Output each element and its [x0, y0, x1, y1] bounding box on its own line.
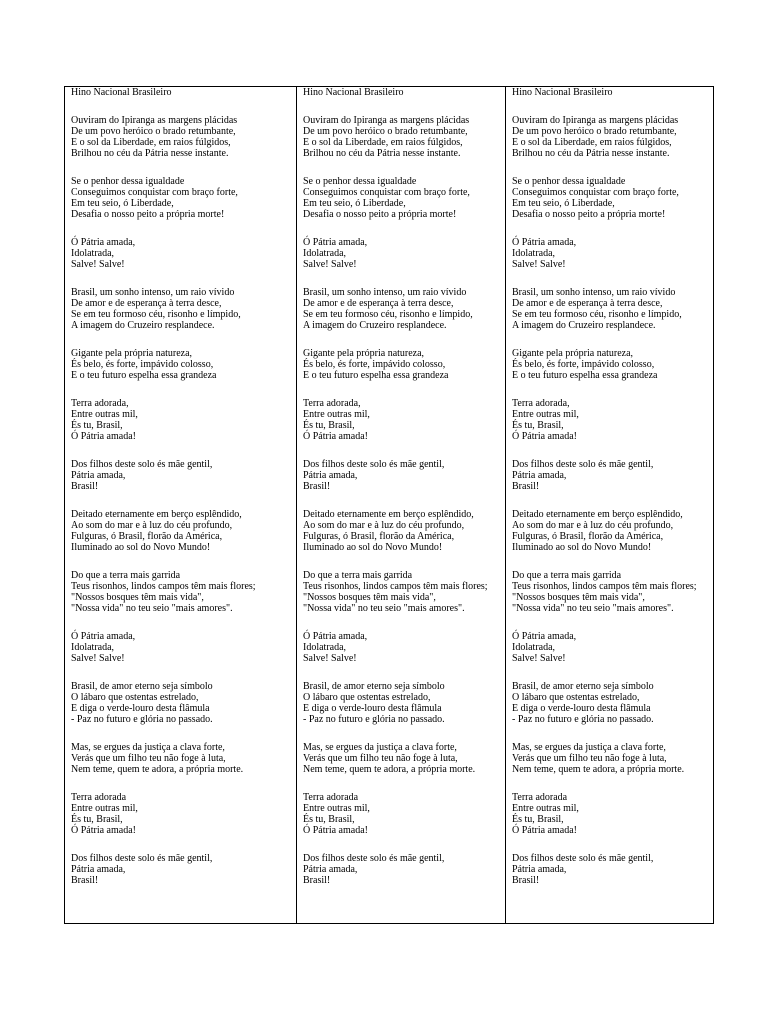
stanza	[512, 853, 713, 886]
verse-line: Desafia o nosso peito a própria morte!	[303, 209, 457, 220]
verse-line: Dos filhos deste solo és mãe gentil,	[512, 459, 654, 470]
verse-line: Gigante pela própria natureza,	[303, 348, 425, 359]
verse-line: Conseguimos conquistar com braço forte,	[71, 187, 238, 198]
verse-line: E o teu futuro espelha essa grandeza	[303, 370, 449, 381]
verse-line: Idolatrada,	[71, 642, 115, 653]
verse-line: És belo, és forte, impávido colosso,	[71, 359, 214, 370]
verse-line: Terra adorada	[303, 792, 359, 803]
anthem-title: Hino Nacional Brasileiro	[512, 87, 613, 98]
stanza	[71, 287, 296, 331]
anthem-table	[64, 86, 714, 924]
verse-line: E o sol da Liberdade, em raios fúlgidos,	[71, 137, 231, 148]
verse-line: Em teu seio, ó Liberdade,	[512, 198, 615, 209]
verse-line: E o teu futuro espelha essa grandeza	[512, 370, 658, 381]
verse-line: Deitado eternamente em berço esplêndido,	[71, 509, 242, 520]
verse-line: E o sol da Liberdade, em raios fúlgidos,	[512, 137, 672, 148]
verse-line: Salve! Salve!	[512, 259, 566, 270]
stanza	[303, 681, 505, 725]
verse-line: Ó Pátria amada!	[512, 825, 577, 836]
stanza	[512, 237, 713, 270]
stanza	[71, 631, 296, 664]
verse-line: "Nossa vida" no teu seio "mais amores".	[303, 603, 465, 614]
stanza	[303, 570, 505, 614]
verse-line: Gigante pela própria natureza,	[71, 348, 193, 359]
verse-line: Ó Pátria amada!	[303, 825, 368, 836]
verse-line: Ao som do mar e à luz do céu profundo,	[71, 520, 233, 531]
verse-line: Desafia o nosso peito a própria morte!	[71, 209, 225, 220]
verse-line: Idolatrada,	[512, 248, 556, 259]
stanza	[512, 742, 713, 775]
verse-line: Dos filhos deste solo és mãe gentil,	[512, 853, 654, 864]
verse-line: Nem teme, quem te adora, a própria morte.	[303, 764, 476, 775]
verse-line: E diga o verde-louro desta flâmula	[71, 703, 210, 714]
verse-line: Ó Pátria amada,	[512, 237, 577, 248]
verse-line: Ó Pátria amada,	[303, 237, 368, 248]
verse-line: Salve! Salve!	[512, 653, 566, 664]
verse-line: Iluminado ao sol do Novo Mundo!	[512, 542, 652, 553]
verse-line: Brasil!	[512, 875, 540, 886]
verse-line: Entre outras mil,	[512, 409, 579, 420]
verse-line: Pátria amada,	[303, 470, 358, 481]
verse-line: Brasil!	[512, 481, 540, 492]
verse-line: Conseguimos conquistar com braço forte,	[303, 187, 470, 198]
verse-line: Ouviram do Ipiranga as margens plácidas	[71, 115, 238, 126]
stanza	[71, 348, 296, 381]
verse-line: És tu, Brasil,	[512, 814, 564, 825]
verse-line: De um povo heróico o brado retumbante,	[512, 126, 677, 137]
verse-line: Mas, se ergues da justiça a clava forte,	[512, 742, 666, 753]
verse-line: Do que a terra mais garrida	[303, 570, 413, 581]
verse-line: E diga o verde-louro desta flâmula	[512, 703, 651, 714]
stanza	[303, 853, 505, 886]
verse-line: Ao som do mar e à luz do céu profundo,	[512, 520, 674, 531]
verse-line: Idolatrada,	[512, 642, 556, 653]
verse-line: Dos filhos deste solo és mãe gentil,	[71, 853, 213, 864]
verse-line: Teus risonhos, lindos campos têm mais flores;	[303, 581, 488, 592]
verse-line: Salve! Salve!	[71, 653, 125, 664]
verse-line: "Nossa vida" no teu seio "mais amores".	[512, 603, 674, 614]
verse-line: Ao som do mar e à luz do céu profundo,	[303, 520, 465, 531]
verse-line: Salve! Salve!	[303, 653, 357, 664]
verse-line: Iluminado ao sol do Novo Mundo!	[71, 542, 211, 553]
stanza	[512, 681, 713, 725]
anthem-column-3	[505, 87, 713, 923]
verse-line: Terra adorada,	[303, 398, 361, 409]
verse-line: Nem teme, quem te adora, a própria morte.	[71, 764, 244, 775]
verse-line: Deitado eternamente em berço esplêndido,	[512, 509, 683, 520]
stanza	[303, 742, 505, 775]
stanza	[303, 176, 505, 220]
verse-line: E diga o verde-louro desta flâmula	[303, 703, 442, 714]
verse-line: Conseguimos conquistar com braço forte,	[512, 187, 679, 198]
verse-line: Nem teme, quem te adora, a própria morte.	[512, 764, 685, 775]
stanza	[512, 176, 713, 220]
stanza	[512, 398, 713, 442]
stanza	[303, 287, 505, 331]
verse-line: Teus risonhos, lindos campos têm mais flores;	[512, 581, 697, 592]
stanza	[512, 570, 713, 614]
verse-line: Brasil, um sonho intenso, um raio vívido	[71, 287, 235, 298]
stanza	[71, 115, 296, 159]
verse-line: Brilhou no céu da Pátria nesse instante.	[512, 148, 670, 159]
verse-line: "Nossos bosques têm mais vida",	[71, 592, 204, 603]
verse-line: És tu, Brasil,	[303, 814, 355, 825]
stanza	[71, 742, 296, 775]
verse-line: De amor e de esperança à terra desce,	[303, 298, 454, 309]
verse-line: E o sol da Liberdade, em raios fúlgidos,	[303, 137, 463, 148]
anthem-column-2	[296, 87, 505, 923]
verse-line: Brilhou no céu da Pátria nesse instante.	[71, 148, 229, 159]
stanza	[303, 237, 505, 270]
stanza	[71, 398, 296, 442]
verse-line: Dos filhos deste solo és mãe gentil,	[303, 853, 445, 864]
verse-line: "Nossos bosques têm mais vida",	[303, 592, 436, 603]
stanza	[303, 631, 505, 664]
stanza	[303, 509, 505, 553]
verse-line: Brasil!	[71, 481, 99, 492]
verse-line: Brasil, de amor eterno seja símbolo	[71, 681, 213, 692]
verse-line: Ó Pátria amada,	[303, 631, 368, 642]
verse-line: Ouviram do Ipiranga as margens plácidas	[512, 115, 679, 126]
verse-line: A imagem do Cruzeiro resplandece.	[71, 320, 215, 331]
verse-line: Pátria amada,	[303, 864, 358, 875]
verse-line: Se o penhor dessa igualdade	[71, 176, 185, 187]
verse-line: O lábaro que ostentas estrelado,	[71, 692, 199, 703]
verse-line: És tu, Brasil,	[71, 420, 123, 431]
verse-line: - Paz no futuro e glória no passado.	[512, 714, 654, 725]
stanza	[303, 398, 505, 442]
verse-line: E o teu futuro espelha essa grandeza	[71, 370, 217, 381]
verse-line: Terra adorada	[512, 792, 568, 803]
verse-line: O lábaro que ostentas estrelado,	[303, 692, 431, 703]
stanza	[71, 792, 296, 836]
verse-line: Ó Pátria amada,	[71, 237, 136, 248]
stanza	[512, 115, 713, 159]
verse-line: Brasil, um sonho intenso, um raio vívido	[512, 287, 676, 298]
verse-line: De um povo heróico o brado retumbante,	[71, 126, 236, 137]
verse-line: Teus risonhos, lindos campos têm mais flores;	[71, 581, 256, 592]
verse-line: Pátria amada,	[512, 864, 567, 875]
verse-line: Brasil!	[71, 875, 99, 886]
stanza	[71, 509, 296, 553]
stanza	[71, 176, 296, 220]
verse-line: Se em teu formoso céu, risonho e límpido,	[71, 309, 241, 320]
verse-line: De amor e de esperança à terra desce,	[71, 298, 222, 309]
stanza	[71, 459, 296, 492]
verse-line: A imagem do Cruzeiro resplandece.	[303, 320, 447, 331]
verse-line: Gigante pela própria natureza,	[512, 348, 634, 359]
stanza	[303, 348, 505, 381]
verse-line: Fulguras, ó Brasil, florão da América,	[303, 531, 455, 542]
verse-line: Ouviram do Ipiranga as margens plácidas	[303, 115, 470, 126]
stanza	[512, 631, 713, 664]
verse-line: De amor e de esperança à terra desce,	[512, 298, 663, 309]
verse-line: És belo, és forte, impávido colosso,	[303, 359, 446, 370]
stanza	[512, 287, 713, 331]
verse-line: Se em teu formoso céu, risonho e límpido,	[303, 309, 473, 320]
verse-line: Entre outras mil,	[71, 409, 138, 420]
anthem-title: Hino Nacional Brasileiro	[71, 87, 172, 98]
verse-line: Ó Pátria amada,	[71, 631, 136, 642]
verse-line: Ó Pátria amada!	[303, 431, 368, 442]
stanza	[303, 459, 505, 492]
stanza	[71, 681, 296, 725]
verse-line: Desafia o nosso peito a própria morte!	[512, 209, 666, 220]
verse-line: Terra adorada,	[71, 398, 129, 409]
verse-line: Se em teu formoso céu, risonho e límpido,	[512, 309, 682, 320]
verse-line: Entre outras mil,	[303, 409, 370, 420]
verse-line: Se o penhor dessa igualdade	[512, 176, 626, 187]
verse-line: Entre outras mil,	[512, 803, 579, 814]
verse-line: "Nossa vida" no teu seio "mais amores".	[71, 603, 233, 614]
stanza	[512, 459, 713, 492]
stanza	[303, 792, 505, 836]
verse-line: Se o penhor dessa igualdade	[303, 176, 417, 187]
verse-line: Mas, se ergues da justiça a clava forte,	[303, 742, 457, 753]
verse-line: Verás que um filho teu não foge à luta,	[71, 753, 226, 764]
verse-line: Em teu seio, ó Liberdade,	[303, 198, 406, 209]
verse-line: Pátria amada,	[71, 470, 126, 481]
verse-line: Brilhou no céu da Pátria nesse instante.	[303, 148, 461, 159]
stanza	[71, 237, 296, 270]
verse-line: Pátria amada,	[512, 470, 567, 481]
verse-line: Idolatrada,	[303, 642, 347, 653]
verse-line: Brasil, um sonho intenso, um raio vívido	[303, 287, 467, 298]
verse-line: Brasil, de amor eterno seja símbolo	[303, 681, 445, 692]
verse-line: Brasil, de amor eterno seja símbolo	[512, 681, 654, 692]
verse-line: Do que a terra mais garrida	[71, 570, 181, 581]
verse-line: Terra adorada,	[512, 398, 570, 409]
verse-line: Deitado eternamente em berço esplêndido,	[303, 509, 474, 520]
verse-line: Terra adorada	[71, 792, 127, 803]
verse-line: Brasil!	[303, 875, 331, 886]
verse-line: És tu, Brasil,	[512, 420, 564, 431]
verse-line: Mas, se ergues da justiça a clava forte,	[71, 742, 225, 753]
verse-line: Pátria amada,	[71, 864, 126, 875]
stanza	[71, 570, 296, 614]
verse-line: Verás que um filho teu não foge à luta,	[303, 753, 458, 764]
verse-line: És belo, és forte, impávido colosso,	[512, 359, 655, 370]
anthem-column-1	[65, 87, 296, 923]
verse-line: Ó Pátria amada,	[512, 631, 577, 642]
verse-line: Entre outras mil,	[71, 803, 138, 814]
verse-line: Do que a terra mais garrida	[512, 570, 622, 581]
stanza	[512, 509, 713, 553]
verse-line: Fulguras, ó Brasil, florão da América,	[512, 531, 664, 542]
stanza	[71, 853, 296, 886]
stanza	[512, 348, 713, 381]
verse-line: - Paz no futuro e glória no passado.	[303, 714, 445, 725]
verse-line: "Nossos bosques têm mais vida",	[512, 592, 645, 603]
verse-line: Iluminado ao sol do Novo Mundo!	[303, 542, 443, 553]
verse-line: De um povo heróico o brado retumbante,	[303, 126, 468, 137]
verse-line: Entre outras mil,	[303, 803, 370, 814]
verse-line: Ó Pátria amada!	[71, 431, 136, 442]
stanza	[512, 792, 713, 836]
verse-line: Salve! Salve!	[71, 259, 125, 270]
verse-line: És tu, Brasil,	[303, 420, 355, 431]
verse-line: Fulguras, ó Brasil, florão da América,	[71, 531, 223, 542]
verse-line: Em teu seio, ó Liberdade,	[71, 198, 174, 209]
verse-line: És tu, Brasil,	[71, 814, 123, 825]
verse-line: A imagem do Cruzeiro resplandece.	[512, 320, 656, 331]
verse-line: Idolatrada,	[71, 248, 115, 259]
verse-line: Idolatrada,	[303, 248, 347, 259]
anthem-title: Hino Nacional Brasileiro	[303, 87, 404, 98]
verse-line: O lábaro que ostentas estrelado,	[512, 692, 640, 703]
stanza	[303, 115, 505, 159]
verse-line: Brasil!	[303, 481, 331, 492]
verse-line: Ó Pátria amada!	[71, 825, 136, 836]
verse-line: Dos filhos deste solo és mãe gentil,	[303, 459, 445, 470]
verse-line: - Paz no futuro e glória no passado.	[71, 714, 213, 725]
verse-line: Ó Pátria amada!	[512, 431, 577, 442]
verse-line: Dos filhos deste solo és mãe gentil,	[71, 459, 213, 470]
verse-line: Salve! Salve!	[303, 259, 357, 270]
verse-line: Verás que um filho teu não foge à luta,	[512, 753, 667, 764]
